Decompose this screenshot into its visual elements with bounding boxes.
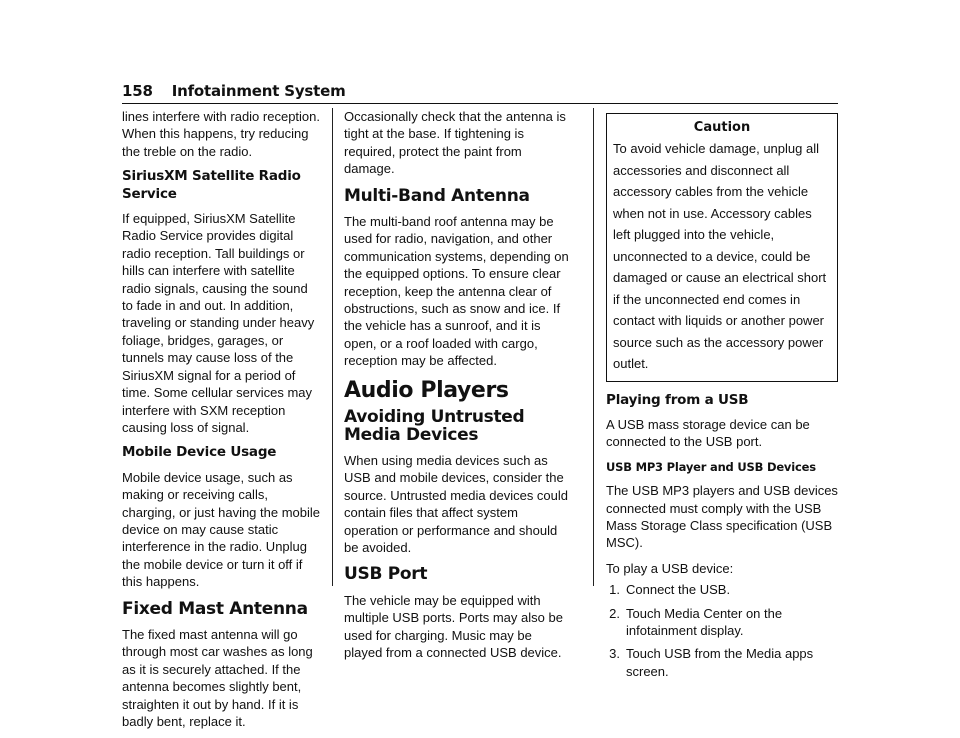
fixed-mast-heading: Fixed Mast Antenna [122, 598, 308, 619]
caution-box [606, 113, 838, 382]
column-divider-right [593, 108, 594, 586]
playing-usb-paragraph: A USB mass storage device can be connected to the USB port. [606, 416, 810, 450]
list-item [606, 645, 838, 680]
usb-port-heading: USB Port [344, 564, 428, 585]
multi-band-paragraph: The multi-band roof antenna may be used for radio, navigation, and other communication systems, depending on the equipped options. To ensure clear reception, keep the antenna clear of obstructions, such as snow and ice. If the vehicle has a sunroof, and it is open, or a roof loaded with cargo, reception may be affected. [344, 214, 569, 369]
column-divider-left [332, 108, 333, 586]
usb-mp3-paragraph: The USB MP3 players and USB devices connected must comply with the USB Mass Storage Class specification (USB MSC). [606, 483, 838, 551]
siriusxm-heading: SiriusXM Satellite Radio Service [122, 168, 301, 202]
mobile-device-paragraph: Mobile device usage, such as making or receiving calls, charging, or just having the mobile device on may cause static interference in the radio. Unplug the mobile device or turn it off if this happens. [122, 469, 321, 590]
step-number: 3. [609, 646, 620, 662]
audio-players-heading: Audio Players [344, 377, 509, 403]
step-number: 1. [609, 582, 620, 598]
page-number: 158 [122, 82, 153, 100]
untrusted-media-heading: Avoiding Untrusted Media Devices [344, 407, 525, 445]
playing-usb-heading: Playing from a USB [606, 391, 749, 408]
caution-title: Caution [693, 120, 751, 135]
column-left [122, 108, 322, 738]
play-usb-steps [606, 581, 838, 680]
header-divider [122, 103, 838, 104]
usb-mp3-heading: USB MP3 Player and USB Devices [606, 459, 816, 474]
list-item [606, 605, 838, 640]
page-header [122, 82, 838, 104]
list-item [606, 581, 838, 598]
usb-port-paragraph: The vehicle may be equipped with multiple USB ports. Ports may also be used for charging. Music may be played from a connected USB device. [344, 592, 563, 660]
multi-band-heading: Multi-Band Antenna [344, 185, 530, 206]
column-middle [344, 108, 572, 669]
step-text: Touch USB from the Media apps screen. [626, 646, 814, 679]
fixed-mast-paragraph: The fixed mast antenna will go through most car washes as long as it is securely attached. If the antenna becomes slightly bent, straighten it out by hand. If it is badly bent, replace it. [122, 626, 313, 729]
column-right [606, 108, 838, 686]
mobile-device-heading: Mobile Device Usage [122, 444, 277, 461]
step-number: 2. [609, 605, 620, 621]
siriusxm-paragraph: If equipped, SiriusXM Satellite Radio Service provides digital radio reception. Tall buildings or hills can interfere with satellite radio signals, causing the sound to fade in and out. In addition, traveling or standing under heavy foliage, bridges, garages, or tunnels may cause loss of the SiriusXM signal for a period of time. Some cellular services may interfere with SXM reception causing loss of signal. [122, 211, 315, 435]
caution-text: To avoid vehicle damage, unplug all accessories and disconnect all accessory cables from the vehicle when not in use. Accessory cables left plugged into the vehicle, unconnected to a device, could be damaged or cause an electrical short if the unconnected end comes in contact with liquids or another power source such as the accessory power outlet. [613, 141, 827, 371]
untrusted-media-paragraph: When using media devices such as USB and mobile devices, consider the source. Untrusted media devices could contain files that affect system operation or performance and should be avoided. [344, 452, 569, 555]
play-usb-intro: To play a USB device: [606, 560, 734, 576]
intro-paragraph: lines interfere with radio reception. When this happens, try reducing the treble on the radio. [122, 109, 320, 159]
section-title: Infotainment System [171, 82, 346, 100]
step-text: Touch Media Center on the infotainment display. [626, 605, 783, 638]
step-text: Connect the USB. [626, 582, 731, 598]
antenna-check-paragraph: Occasionally check that the antenna is tight at the base. If tightening is required, protect the paint from damage. [344, 109, 566, 177]
